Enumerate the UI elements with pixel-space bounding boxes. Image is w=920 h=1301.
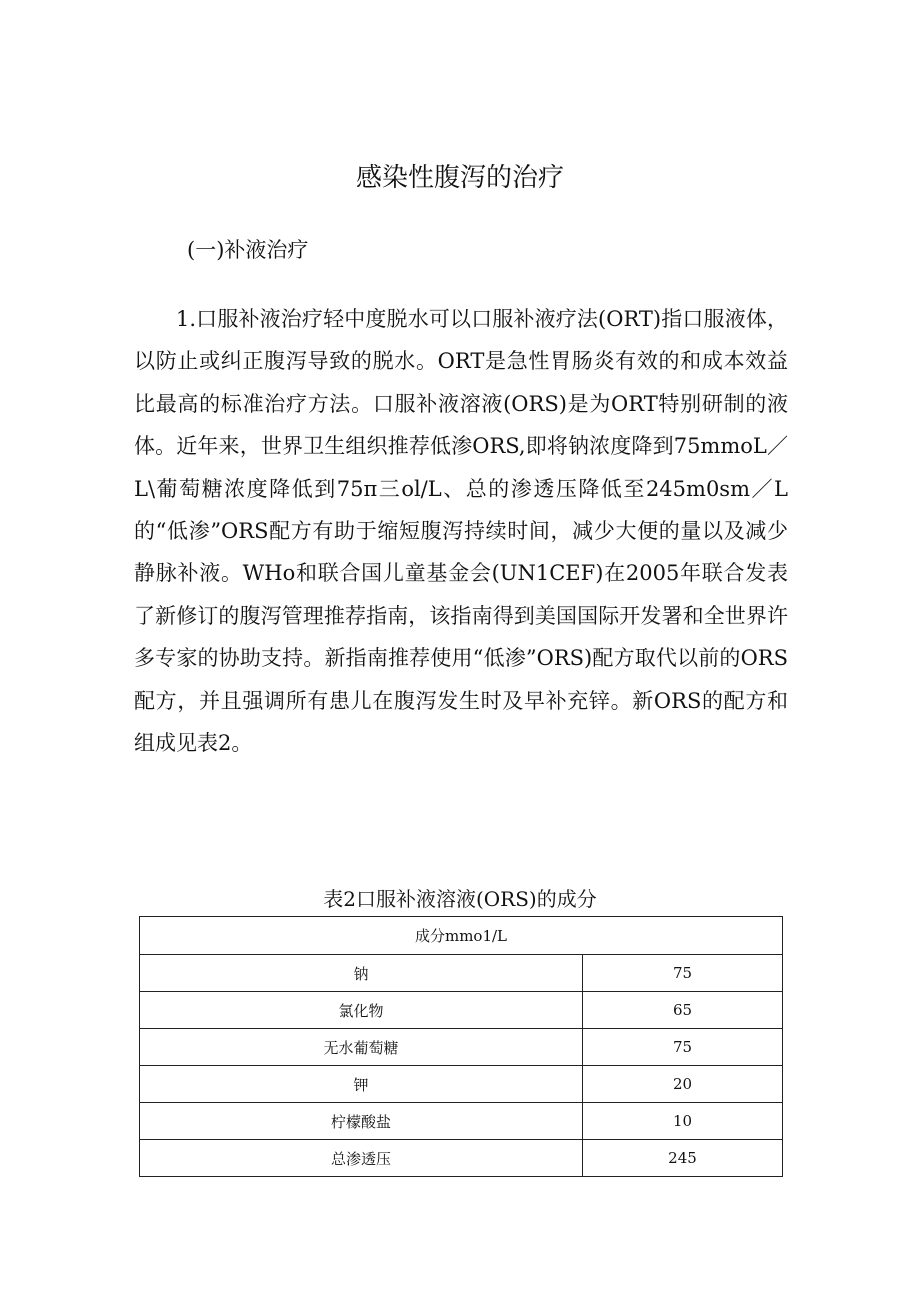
table-caption: 表2口服补液溶液(ORS)的成分 [323, 887, 597, 911]
table-row [140, 1103, 783, 1140]
component-name-cell: 柠檬酸盐 [140, 1103, 583, 1140]
ors-composition-table [139, 916, 783, 1177]
component-name-cell: 钠 [140, 955, 583, 992]
component-name-cell: 无水葡萄糖 [140, 1029, 583, 1066]
page-title: 感染性腹泻的治疗 [355, 163, 564, 193]
table-row [140, 992, 783, 1029]
table-row [140, 955, 783, 992]
table-row [140, 1066, 783, 1103]
table-header-row [140, 917, 783, 955]
component-value-cell: 245 [583, 1140, 783, 1177]
component-value-cell: 75 [583, 1029, 783, 1066]
component-name-cell: 钾 [140, 1066, 583, 1103]
component-name-cell: 氯化物 [140, 992, 583, 1029]
component-value-cell: 10 [583, 1103, 783, 1140]
component-value-cell: 20 [583, 1066, 783, 1103]
section-heading: (一)补液治疗 [187, 238, 309, 262]
table-header-cell: 成分mmo1/L [140, 917, 783, 955]
body-paragraph: 1.口服补液治疗轻中度脱水可以口服补液疗法(ORT)指口服液体，以防止或纠正腹泻导致的脱水。ORT是急性胃肠炎有效的和成本效益比最高的标准治疗方法。口服补液溶液(ORS)是为ORT特别研制的液体。近年来，世界卫生组织推荐低渗ORS,即将钠浓度降到75mmoL／L\葡萄糖浓度降低到75π三ol/L、总的渗透压降低至245m0sm／L的“低渗”ORS配方有助于缩短腹泻持续时间，减少大便的量以及减少静脉补液。WHo和联合国儿童基金会(UN1CEF)在2005年联合发表了新修订的腹泻管理推荐指南，该指南得到美国国际开发署和全世界许多专家的协助支持。新指南推荐使用“低渗”ORS)配方取代以前的ORS配方，并且强调所有患儿在腹泻发生时及早补充锌。新ORS的配方和组成见表2。 [134, 307, 788, 756]
table-row [140, 1140, 783, 1177]
component-value-cell: 75 [583, 955, 783, 992]
component-name-cell: 总渗透压 [140, 1140, 583, 1177]
component-value-cell: 65 [583, 992, 783, 1029]
table-row [140, 1029, 783, 1066]
